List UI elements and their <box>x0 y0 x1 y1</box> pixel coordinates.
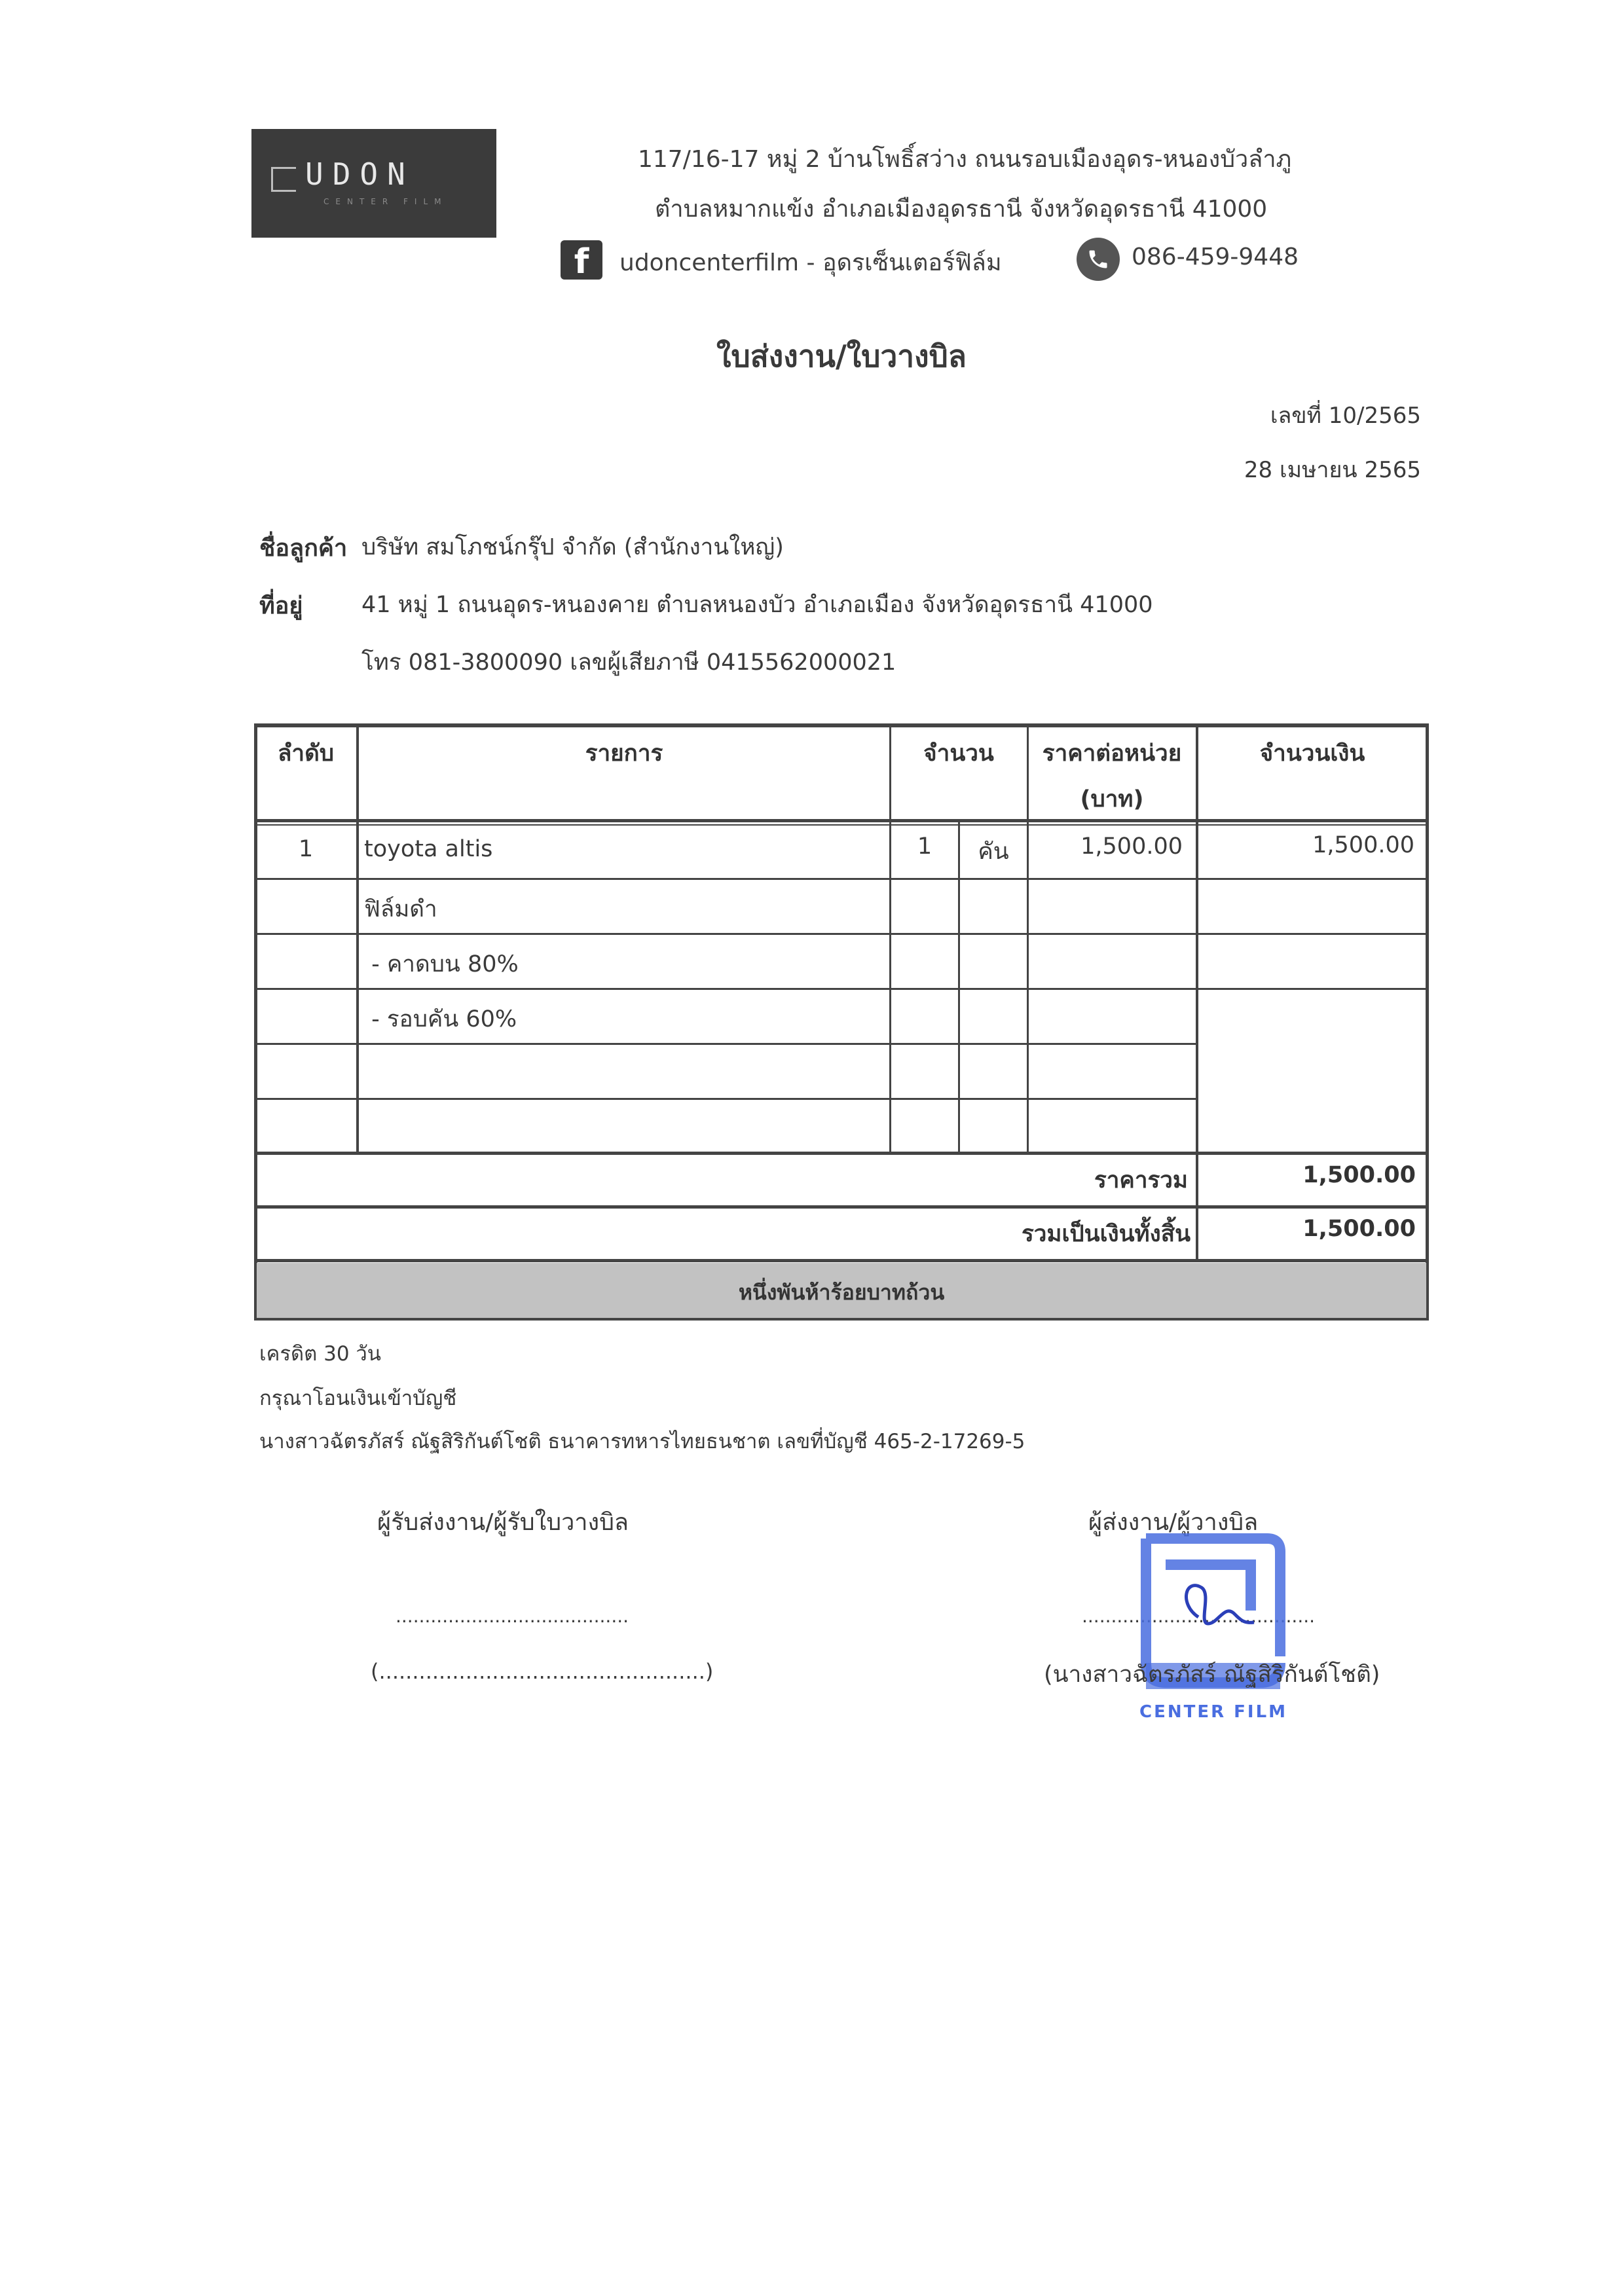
customer-name: บริษัท สมโภชน์กรุ๊ป จำกัด (สำนักงานใหญ่) <box>361 534 784 560</box>
row-qty: 1 <box>917 833 932 860</box>
header-item: รายการ <box>585 740 663 767</box>
amount-in-words: หนึ่งพันห้าร้อยบาทถ้วน <box>738 1280 945 1305</box>
company-address-line2: ตำบลหมากแข้ง อำเภอเมืองอุดรธานี จังหวัดอุดรธานี 41000 <box>655 196 1268 223</box>
customer-contact: โทร 081-3800090 เลขผู้เสียภาษี 0415562000021 <box>361 649 896 676</box>
facebook-page: udoncenterfilm - อุดรเซ็นเตอร์ฟิล์ม <box>619 249 1002 276</box>
row-item: - คาดบน 80% <box>364 951 519 977</box>
customer-address: 41 หมู่ 1 ถนนอุดร-หนองคาย ตำบลหนองบัว อำเภอเมือง จังหวัดอุดรธานี 41000 <box>361 592 1153 618</box>
row-item: toyota altis <box>364 836 493 862</box>
items-table <box>254 723 1429 1321</box>
company-stamp <box>1120 1525 1297 1722</box>
subtotal-value: 1,500.00 <box>1302 1162 1416 1188</box>
header-unit-price: ราคาต่อหน่วย <box>1042 740 1182 767</box>
header-qty: จำนวน <box>923 740 994 767</box>
company-address-line1: 117/16-17 หมู่ 2 บ้านโพธิ์สว่าง ถนนรอบเมืองอุดร-หนองบัวลำภู <box>638 146 1292 173</box>
document-date: 28 เมษายน 2565 <box>1244 457 1421 483</box>
customer-name-label: ชื่อลูกค้า <box>259 535 348 562</box>
transfer-note: กรุณาโอนเงินเข้าบัญชี <box>259 1387 457 1410</box>
credit-terms: เครดิต 30 วัน <box>259 1342 381 1366</box>
header-unit-price-unit: (บาท) <box>1080 786 1144 812</box>
row-unit: คัน <box>978 839 1009 865</box>
row-item: - รอบคัน 60% <box>364 1006 517 1032</box>
logo-subtext: CENTER FILM <box>323 197 448 206</box>
total-value: 1,500.00 <box>1302 1216 1416 1242</box>
company-logo <box>251 129 496 238</box>
amount-in-words-bar <box>257 1263 1426 1318</box>
logo-wordmark: UDON <box>305 156 415 192</box>
customer-address-label: ที่อยู่ <box>259 592 303 619</box>
sender-name: (นางสาวฉัตรภัสร์ ณัฐสิริกันต์โชติ) <box>1044 1662 1380 1688</box>
header-amount: จำนวนเงิน <box>1259 740 1365 767</box>
sender-signature-line: ........................................ <box>1082 1605 1316 1627</box>
subtotal-label: ราคารวม <box>1094 1167 1188 1194</box>
header-no: ลำดับ <box>277 740 335 767</box>
phone-icon <box>1077 238 1120 281</box>
receiver-signature-line: ........................................ <box>396 1605 629 1627</box>
row-item: ฟิล์มดำ <box>364 896 437 922</box>
row-price: 1,500.00 <box>1080 833 1183 860</box>
receiver-label: ผู้รับส่งงาน/ผู้รับใบวางบิล <box>377 1509 629 1536</box>
sender-label: ผู้ส่งงาน/ผู้วางบิล <box>1088 1509 1259 1536</box>
receiver-name: (.................................................) <box>371 1659 714 1684</box>
row-no: 1 <box>298 836 314 862</box>
facebook-icon: f <box>561 240 602 280</box>
document-title: ใบส่งงาน/ใบวางบิล <box>716 338 967 374</box>
row-amount: 1,500.00 <box>1312 832 1414 858</box>
bank-account: นางสาวฉัตรภัสร์ ณัฐสิริกันต์โชติ ธนาคารทหารไทยธนชาต เลขที่บัญชี 465-2-17269-5 <box>259 1430 1025 1453</box>
total-label: รวมเป็นเงินทั้งสิ้น <box>1021 1221 1190 1247</box>
document-number: เลขที่ 10/2565 <box>1270 403 1421 429</box>
stamp-text: CENTER FILM <box>1139 1702 1288 1722</box>
company-phone: 086-459-9448 <box>1132 244 1299 270</box>
logo-mark <box>271 167 296 192</box>
